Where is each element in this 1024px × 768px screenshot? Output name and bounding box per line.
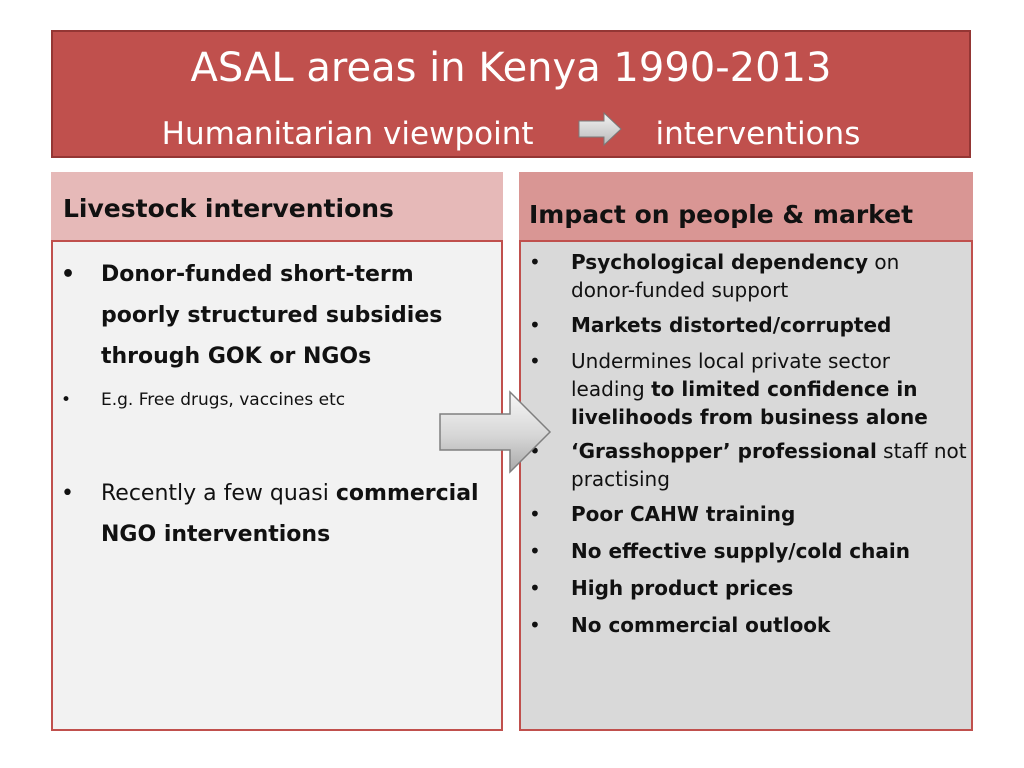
title-banner	[51, 30, 971, 158]
list-item	[529, 536, 969, 567]
list-item	[529, 248, 969, 304]
bullet-text: on donor-funded support	[571, 250, 900, 302]
right-bullet-list	[529, 248, 969, 641]
list-item	[529, 573, 969, 604]
right-panel-heading: Impact on people & market	[519, 172, 973, 244]
list-item	[529, 610, 969, 641]
bullet-bold-text: High product prices	[571, 576, 794, 600]
list-item	[529, 437, 969, 493]
list-item	[529, 347, 969, 431]
slide-subtitle	[53, 112, 969, 156]
bullet-text: Recently a few quasi	[101, 481, 336, 506]
bullet-bold-text: to limited confidence in livelihoods from business alone	[571, 377, 928, 429]
bullet-bold-text: commercial NGO interventions	[101, 481, 479, 547]
list-item	[61, 389, 491, 411]
list-item	[61, 473, 491, 555]
bullet-text: Donor-funded short-term poorly structured subsidies through GOK or NGOs	[101, 262, 443, 369]
right-panel-body	[519, 240, 973, 731]
bullet-bold-text: ‘Grasshopper’ professional	[571, 439, 877, 463]
list-item	[529, 310, 969, 341]
bullet-bold-text: Poor CAHW training	[571, 502, 796, 526]
bullet-text: E.g. Free drugs, vaccines etc	[101, 390, 346, 410]
right-arrow-icon	[438, 390, 552, 478]
bullet-bold-text: Psychological dependency	[571, 250, 869, 274]
bullet-text: Undermines local private sector leading	[571, 349, 891, 401]
bullet-bold-text: Markets distorted/corrupted	[571, 313, 892, 337]
bullet-text: staff not practising	[571, 439, 967, 491]
list-item	[61, 254, 491, 377]
bullet-bold-text: No effective supply/cold chain	[571, 539, 910, 563]
slide-title: ASAL areas in Kenya 1990-2013	[190, 45, 832, 91]
subtitle-left: Humanitarian viewpoint	[161, 116, 534, 152]
left-bullet-list	[61, 254, 491, 555]
bullet-bold-text: No commercial outlook	[571, 613, 831, 637]
right-arrow-icon	[578, 112, 622, 156]
left-panel-body	[51, 240, 503, 731]
left-panel-heading: Livestock interventions	[51, 172, 503, 244]
subtitle-right: interventions	[655, 116, 861, 152]
list-item	[529, 499, 969, 530]
